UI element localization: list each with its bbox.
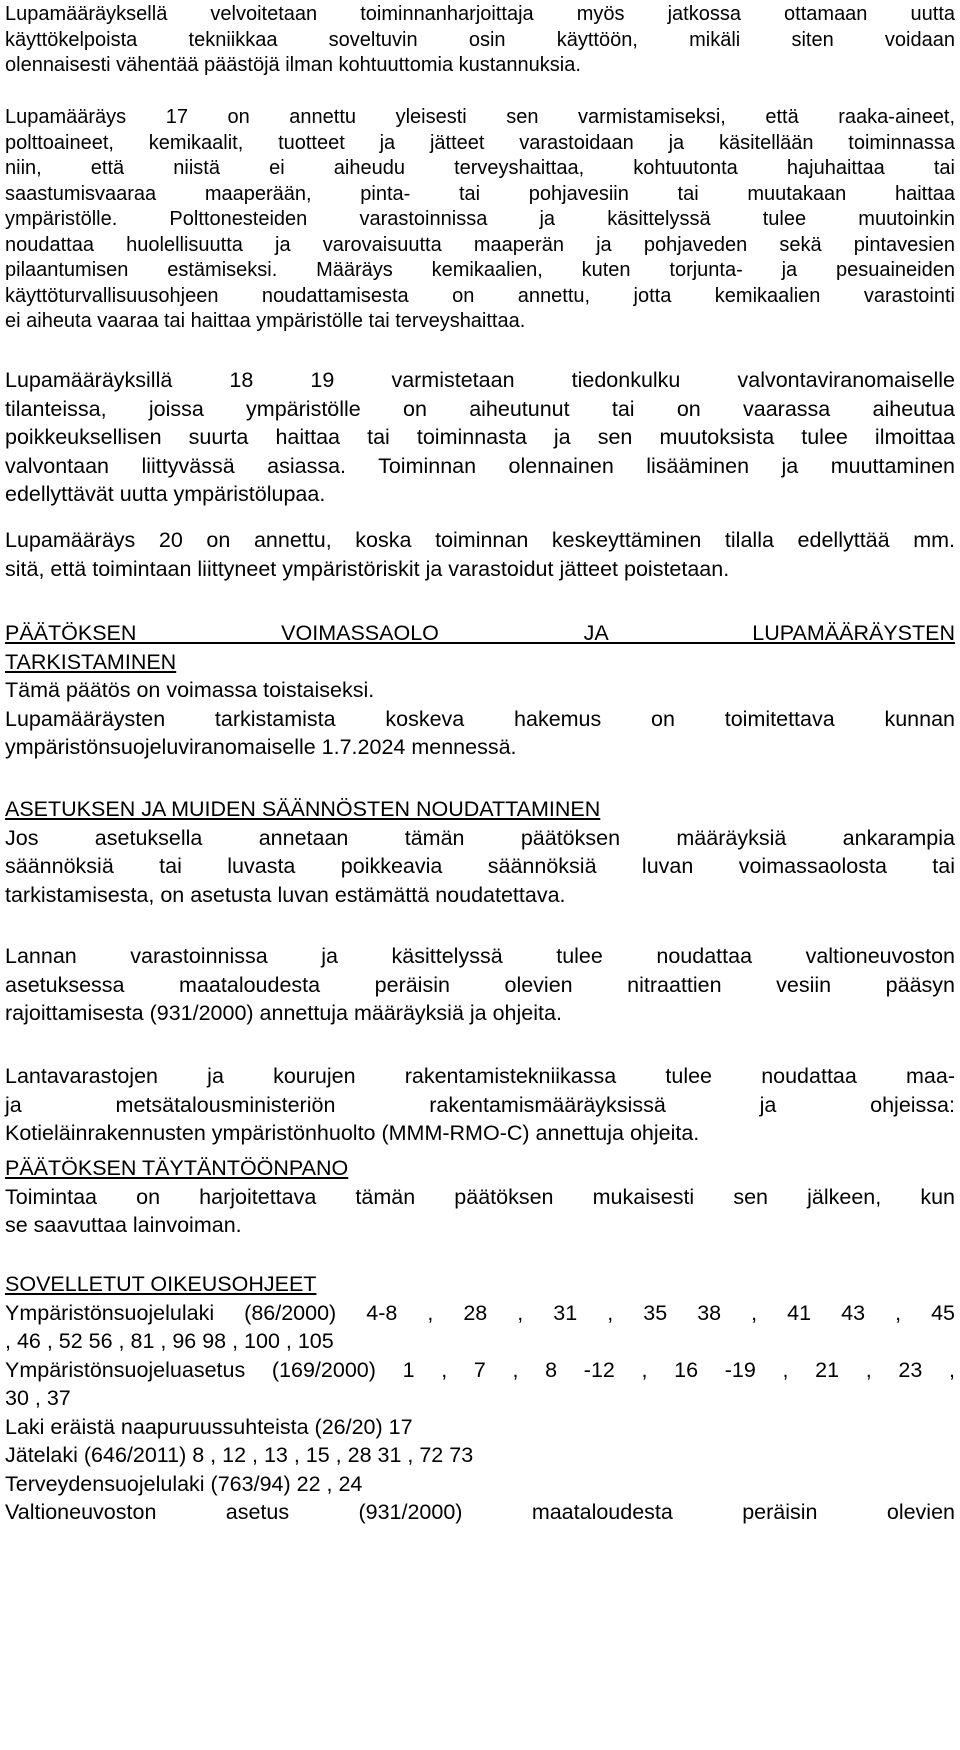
- heading-line: TARKISTAMINEN: [5, 649, 177, 674]
- text-line: Lantavarastojen ja kourujen rakentamistekniikassa tulee noudattaa maa-: [5, 1064, 955, 1088]
- text-line: edellyttävät uutta ympäristölupaa.: [5, 482, 326, 506]
- section-asetukset: [5, 795, 955, 909]
- section-heading: [5, 1154, 955, 1183]
- text-line: asetuksessa maataloudesta peräisin olevien nitraattien vesiin pääsyn: [5, 972, 955, 997]
- law-reference-line: Valtioneuvoston asetus (931/2000) maataloudesta peräisin olevien: [5, 1500, 955, 1524]
- section-oikeusohjeet: [5, 1270, 955, 1527]
- text-line: Kotieläinrakennusten ympäristönhuolto (MMM-RMO-C) annettuja ohjeita.: [5, 1121, 700, 1145]
- text-line: saastumisvaaraa maaperään, pinta- tai pohjavesiin tai muutakaan haittaa: [5, 182, 955, 205]
- law-reference-line: Ympäristönsuojelulaki (86/2000) 4-8 , 28 , 31 , 35 38 , 41 43 , 45: [5, 1300, 955, 1325]
- heading-line: PÄÄTÖKSEN TÄYTÄNTÖÖNPANO: [5, 1156, 349, 1180]
- text-line: säännöksiä tai luvasta poikkeavia säännöksiä luvan voimassaolosta tai: [5, 854, 955, 878]
- text-line: poikkeuksellisen suurta haittaa tai toiminnasta ja sen muutoksista tulee ilmoittaa: [5, 425, 955, 449]
- paragraph-uusi-tekniikka: [5, 2, 955, 79]
- section-taytantoonpano: [5, 1154, 955, 1240]
- text-line: tilanteissa, joissa ympäristölle on aiheutunut tai on vaarassa aiheutua: [5, 396, 955, 421]
- paragraph-lupamaaraykset-18-19: [5, 366, 955, 509]
- text-line: Jos asetuksella annetaan tämän päätöksen määräyksiä ankarampia: [5, 825, 955, 850]
- law-reference-line: 30 , 37: [5, 1386, 71, 1410]
- law-reference-line: Jätelaki (646/2011) 8 , 12 , 13 , 15 , 28 31 , 72 73: [5, 1443, 474, 1467]
- text-line: rajoittamisesta (931/2000) annettuja määräyksiä ja ohjeita.: [5, 1001, 562, 1025]
- paragraph-lupamaarays-20: [5, 526, 955, 583]
- text-line: valvontaan liittyvässä asiassa. Toiminnan olennainen lisääminen ja muuttaminen: [5, 453, 955, 478]
- text-line: sitä, että toimintaan liittyneet ympäristöriskit ja varastoidut jätteet poistetaan.: [5, 556, 730, 581]
- text-line: noudattaa huolellisuutta ja varovaisuutta maaperän ja pohjaveden sekä pintavesien: [5, 233, 955, 256]
- text-line: Lannan varastoinnissa ja käsittelyssä tulee noudattaa valtioneuvoston: [5, 944, 955, 968]
- text-line: olennaisesti vähentää päästöjä ilman kohtuuttomia kustannuksia.: [5, 54, 581, 76]
- section-voimassaolo: [5, 619, 955, 762]
- paragraph-lupamaarays-17: [5, 105, 955, 335]
- section-heading: [5, 619, 955, 676]
- heading-line: ASETUKSEN JA MUIDEN SÄÄNNÖSTEN NOUDATTAMINEN: [5, 797, 601, 821]
- heading-line: PÄÄTÖKSEN VOIMASSAOLO JA LUPAMÄÄRÄYSTEN: [5, 621, 955, 645]
- text-line: käyttöturvallisuusohjeen noudattamisesta on annettu, jotta kemikaalien varastointi: [5, 284, 955, 307]
- text-line: Lupamääräys 17 on annettu yleisesti sen varmistamiseksi, että raaka-aineet,: [5, 106, 955, 128]
- law-reference-line: Ympäristönsuojeluasetus (169/2000) 1 , 7 , 8 -12 , 16 -19 , 21 , 23 ,: [5, 1357, 955, 1382]
- text-line: Tämä päätös on voimassa toistaiseksi.: [5, 678, 375, 702]
- section-heading: [5, 1270, 955, 1299]
- law-reference-line: Laki eräistä naapuruussuhteista (26/20) 17: [5, 1414, 413, 1439]
- paragraph-lantavarastot: [5, 1062, 955, 1148]
- text-line: Lupamääräysten tarkistamista koskeva hakemus on toimitettava kunnan: [5, 706, 955, 731]
- law-reference-line: Terveydensuojelulaki (763/94) 22 , 24: [5, 1471, 363, 1496]
- text-line: ympäristönsuojeluviranomaiselle 1.7.2024 mennessä.: [5, 735, 517, 759]
- section-heading: [5, 795, 955, 824]
- text-line: Toimintaa on harjoitettava tämän päätöksen mukaisesti sen jälkeen, kun: [5, 1184, 955, 1209]
- text-line: ja metsätalousministeriön rakentamismääräyksissä ja ohjeissa:: [5, 1092, 955, 1117]
- text-line: käyttökelpoista tekniikkaa soveltuvin osin käyttöön, mikäli siten voidaan: [5, 28, 955, 51]
- text-line: ei aiheuta vaaraa tai haittaa ympäristölle tai terveyshaittaa.: [5, 310, 526, 332]
- heading-line: SOVELLETUT OIKEUSOHJEET: [5, 1272, 317, 1296]
- text-line: pilaantumisen estämiseksi. Määräys kemikaalien, kuten torjunta- ja pesuaineiden: [5, 259, 955, 281]
- text-line: se saavuttaa lainvoiman.: [5, 1213, 242, 1237]
- text-line: polttoaineet, kemikaalit, tuotteet ja jätteet varastoidaan ja käsitellään toiminnassa: [5, 131, 955, 154]
- paragraph-lannan-varastointi: [5, 942, 955, 1028]
- law-reference-line: , 46 , 52 56 , 81 , 96 98 , 100 , 105: [5, 1329, 334, 1353]
- text-line: tarkistamisesta, on asetusta luvan estämättä noudatettava.: [5, 882, 566, 907]
- text-line: ympäristölle. Polttonesteiden varastoinnissa ja käsittelyssä tulee muutoinkin: [5, 208, 955, 230]
- text-line: Lupamääräys 20 on annettu, koska toiminnan keskeyttäminen tilalla edellyttää mm.: [5, 528, 955, 552]
- text-line: niin, että niistä ei aiheudu terveyshaittaa, kohtuutonta hajuhaittaa tai: [5, 157, 955, 179]
- text-line: Lupamääräyksellä velvoitetaan toiminnanharjoittaja myös jatkossa ottamaan uutta: [5, 3, 955, 25]
- text-line: Lupamääräyksillä 18 19 varmistetaan tiedonkulku valvontaviranomaiselle: [5, 368, 955, 392]
